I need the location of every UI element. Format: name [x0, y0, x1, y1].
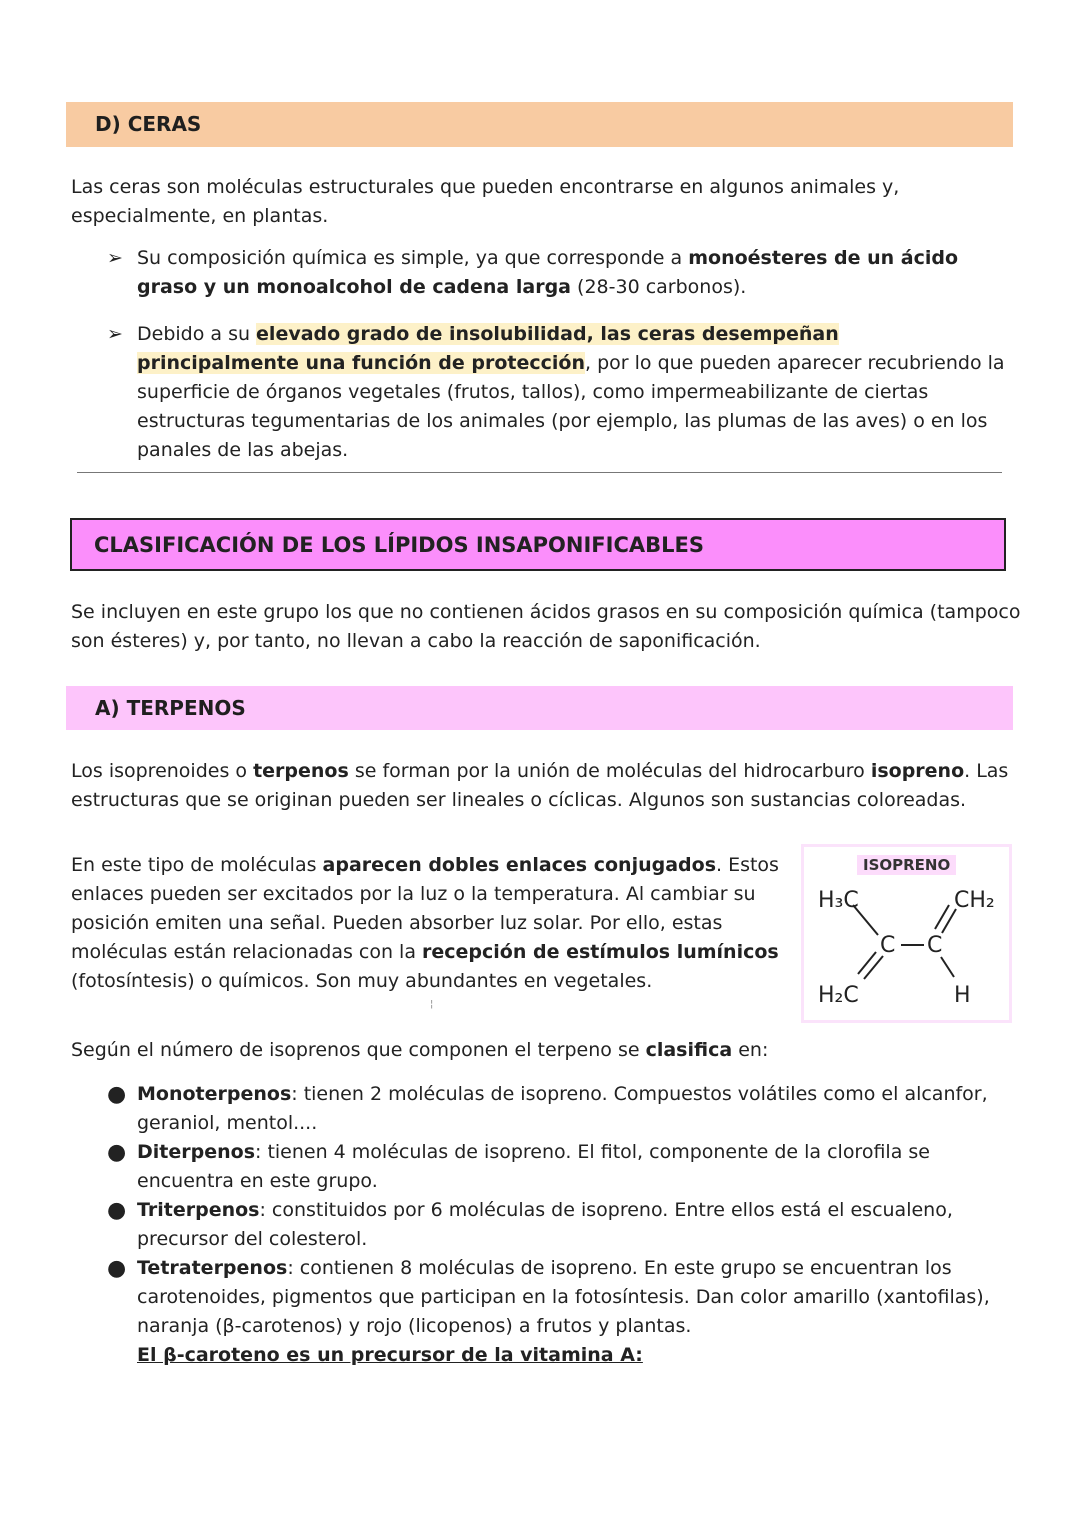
- list-item: ● Triterpenos: constituidos por 6 moléculas de isopreno. Entre ellos está el escualeno, precursor del colesterol.: [107, 1198, 953, 1250]
- insaponificables-title-box: [70, 518, 1006, 571]
- bullet-dot-icon: ●: [107, 1140, 127, 1165]
- bond-c1-h2c-a: [864, 956, 883, 979]
- ceras-bullet-1: ➢ Su composición química es simple, ya que corresponde a monoésteres de un ácido graso y un monoalcohol de cadena larga (28-30 carbonos).: [107, 244, 1007, 302]
- section-terpenos-title: A) TERPENOS: [95, 696, 246, 720]
- bullet-dot-icon: ●: [107, 1082, 127, 1107]
- bullet-dot-icon: ●: [107, 1198, 127, 1223]
- bond-c1-h2c-b: [858, 952, 876, 974]
- atom-ch2: CH₂: [954, 888, 995, 913]
- atom-h: H: [954, 983, 971, 1008]
- terpenos-paragraph-2: En este tipo de moléculas aparecen dobles enlaces conjugados. Estos enlaces pueden ser excitados por la luz o la temperatura. Al cambiar su posición emiten una señal. Pueden absorber luz solar. Por ello, estas moléculas están relacionadas con la recepción de estímulos lumínicos (fotosíntesis) o químicos. Son muy abundantes en vegetales.: [71, 854, 779, 992]
- terpenos-list: [107, 1080, 1012, 1370]
- section-divider: [77, 472, 1002, 473]
- ceras-bullet-2: ➢ Debido a su elevado grado de insolubilidad, las ceras desempeñan principalmente una función de protección, por lo que pueden aparecer recubriendo la superficie de órganos vegetales (frutos, tallos), como impermeabilizante de ciertas estructuras tegumentarias de los animales (por ejemplo, las plumas de las aves) o en los panales de las abejas.: [107, 320, 1007, 465]
- atom-h2c: H₂C: [818, 983, 859, 1008]
- arrow-bullet-icon: ➢: [107, 323, 123, 345]
- stray-mark: ¦: [430, 999, 434, 1010]
- isopreno-structure: [804, 847, 1009, 1020]
- atom-h3c: H₃C: [818, 888, 859, 913]
- list-item: ● Diterpenos: tienen 4 moléculas de isopreno. El fitol, componente de la clorofila se encuentra en este grupo.: [107, 1140, 930, 1192]
- section-ceras-header: [66, 102, 1013, 147]
- section-ceras-title: D) CERAS: [95, 112, 202, 136]
- isopreno-diagram: [801, 844, 1012, 1023]
- section-terpenos-header: [66, 686, 1013, 730]
- list-item: ● Monoterpenos: tienen 2 moléculas de isopreno. Compuestos volátiles como el alcanfor, geraniol, mentol....: [107, 1082, 988, 1134]
- list-item: ● Tetraterpenos: contienen 8 moléculas de isopreno. En este grupo se encuentran los carotenoides, pigmentos que participan en la fotosíntesis. Dan color amarillo (xantofilas), naranja (β-carotenos) y rojo (licopenos) a frutos y plantas. El β-caroteno es un precursor de la vitamina A:: [107, 1254, 1012, 1370]
- terpenos-paragraph-3: Según el número de isoprenos que componen el terpeno se clasifica en:: [71, 1039, 769, 1061]
- bullet-dot-icon: ●: [107, 1256, 127, 1281]
- atom-c2: C: [927, 933, 943, 958]
- isopreno-label: ISOPRENO: [857, 855, 956, 875]
- ceras-intro: Las ceras son moléculas estructurales que pueden encontrarse en algunos animales y, especialmente, en plantas.: [71, 176, 900, 227]
- atom-c1: C: [880, 933, 896, 958]
- arrow-bullet-icon: ➢: [107, 247, 123, 269]
- insaponificables-title: CLASIFICACIÓN DE LOS LÍPIDOS INSAPONIFICABLES: [94, 533, 704, 557]
- vitamina-a-note: El β-caroteno es un precursor de la vitamina A:: [137, 1344, 643, 1366]
- terpenos-paragraph-1: Los isoprenoides o terpenos se forman por la unión de moléculas del hidrocarburo isopreno. Las estructuras que se originan pueden ser lineales o cíclicas. Algunos son sustancias coloreadas.: [71, 760, 1009, 811]
- bond-c2-h: [941, 957, 954, 977]
- insaponificables-intro: Se incluyen en este grupo los que no contienen ácidos grasos en su composición química (tampoco son ésteres) y, por tanto, no llevan a cabo la reacción de saponificación.: [71, 601, 1021, 652]
